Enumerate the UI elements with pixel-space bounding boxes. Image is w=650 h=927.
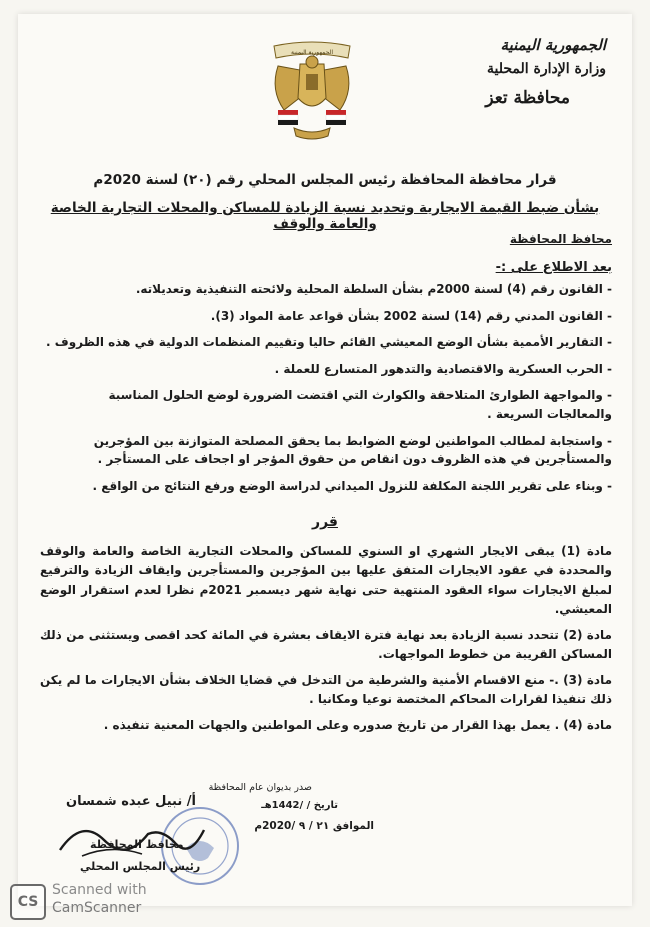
governorate-name: محافظة تعز (485, 88, 570, 109)
preamble-item: - القانون رقم (4) لسنة 2000م بشأن السلطة المحلية ولائحته التنفيذية وتعديلاته. (135, 282, 612, 296)
camscanner-label: CamScanner (52, 900, 142, 916)
camscanner-logo-icon: CS (10, 884, 46, 920)
ministry-name: وزارة الإدارة المحلية (487, 60, 606, 77)
issued-at: صدر بديوان عام المحافظة (208, 782, 312, 793)
scanned-with-label: Scanned with (52, 882, 147, 898)
article-4: مادة (4) . يعمل بهذا القرار من تاريخ صدوره وعلى المواطنين والجهات المعنية تنفيذه . (103, 717, 612, 732)
governor-label: محافظ المحافظة (509, 232, 612, 246)
republic-name: الجمهورية اليمنية (500, 36, 606, 54)
signatory-name: أ/ نبيل عبده شمسان (66, 794, 196, 809)
signatory-subtitle: رئيس المجلس المحلي (80, 860, 201, 873)
review-heading: بعد الاطلاع على :- (495, 260, 612, 275)
preamble-item: - القانون المدني رقم (14) لسنة 2002 بشأن قواعد عامة المواد (3). (210, 308, 612, 323)
decree-title: قرار محافظة المحافظة رئيس المجلس المحلي رقم (٢٠) لسنة 2020م (93, 172, 557, 188)
decree-document (18, 14, 632, 906)
emblem-banner-text: الجمهورية اليمنية (290, 49, 334, 56)
preamble-item: - التقارير الأممية بشأن الوضع المعيشي القائم حاليا وتقييم المنظمات الدولية في هذه الظروف . (46, 335, 612, 350)
signatory-title: محافظ المحافظة (90, 838, 184, 851)
preamble-item: - واستجابة لمطالب المواطنين لوضع الضوابط بما يحقق المصلحة المتوازنة بين المؤجرين والمستأجرين في هذه الظروف دون انقاص من حقوق المؤجر او اجحاف على المستأجر . (93, 433, 612, 467)
preamble-item: - والمواجهة الطوارئ المتلاحقة والكوارث التي اقتضت الضرورة لوضع الحلول المناسبة والمعالجات السريعة . (108, 388, 612, 421)
articles-list (40, 542, 612, 741)
preamble-item: - الحرب العسكرية والاقتصادية والتدهور المتسارع للعملة . (274, 361, 612, 376)
decree-subtitle: بشأن ضبط القيمة الايجارية وتحديد نسبة الزيادة للمساكن والمحلات التجارية الخاصة والعامة والوقف (50, 200, 600, 232)
yemen-emblem-icon (264, 36, 360, 148)
preamble-list (40, 280, 612, 503)
article-2: مادة (2) تتحدد نسبة الزيادة بعد نهاية فترة الايقاف بعشرة في المائة كحد اقصى ويستثنى من ذلك المساكن القريبة من خطوط المواجهات. (40, 627, 612, 662)
decision-heading: قرر (312, 514, 338, 530)
date-gregorian: الموافق ٢١ / ٩ /2020م (254, 820, 374, 832)
letterhead (416, 36, 606, 110)
article-1: مادة (1) يبقى الايجار الشهري او السنوي للمساكن والمحلات التجارية الخاصة والعامة والوقف والمحددة في عقود الايجارات المتفق عليها بين المؤجرين والمستأجرين وايقاف الزيادة والترفيع لمبلغ الايجارات سواء العقود المنتهية حتى نهاية شهر ديسمبر 2021م نظرا لعدم استقرار الوضع المعيشي. (40, 544, 613, 617)
preamble-item: - وبناء على تقرير اللجنة المكلفة للنزول الميداني لدراسة الوضع ورفع النتائج من الواقع . (92, 478, 612, 493)
right-flag (326, 110, 346, 125)
article-3: مادة (3) .- منع الاقسام الأمنية والشرطية من التدخل في قضايا الخلاف بشأن الايجارات ما لم يكن ذلك تنفيذا لقرارات المحاكم المختصة نوعيا ومكانيا . (40, 672, 613, 707)
date-hijri: تاريخ / /1442هـ (261, 800, 338, 811)
camscanner-watermark (0, 880, 230, 924)
left-flag (278, 110, 298, 125)
